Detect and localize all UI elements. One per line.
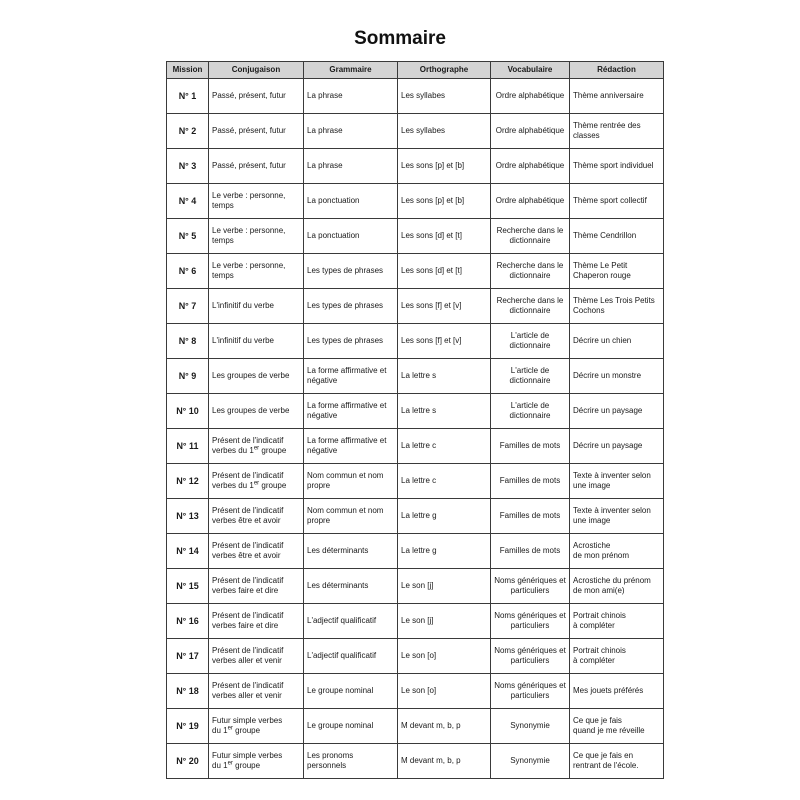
redaction-line-2: quand je me réveille (573, 726, 645, 735)
table-row (167, 674, 664, 709)
cell-conjugaison: Les groupes de verbe (209, 394, 304, 429)
cell-grammaire: La forme affirmative et négative (304, 429, 398, 464)
table-row (167, 359, 664, 394)
cell-vocabulaire: Noms génériques et particuliers (491, 604, 570, 639)
ordinal-superscript: er (227, 760, 233, 767)
cell-grammaire: Le groupe nominal (304, 709, 398, 744)
table-row (167, 499, 664, 534)
cell-grammaire: La ponctuation (304, 219, 398, 254)
redaction-line-2: de mon prénom (573, 551, 630, 560)
table-row (167, 534, 664, 569)
cell-grammaire: La ponctuation (304, 184, 398, 219)
cell-grammaire: La phrase (304, 79, 398, 114)
mission-number: N° 19 (167, 709, 209, 744)
cell-orthographe: Les sons [p] et [b] (398, 149, 491, 184)
cell-orthographe: Les syllabes (398, 114, 491, 149)
conjugaison-line-2: verbes du 1 (212, 446, 254, 455)
cell-redaction: Thème sport collectif (570, 184, 664, 219)
table-row (167, 464, 664, 499)
header-grammaire: Grammaire (304, 62, 398, 79)
cell-orthographe: Le son [o] (398, 639, 491, 674)
cell-conjugaison (209, 639, 304, 674)
summary-table (166, 61, 664, 779)
cell-orthographe: Le son [j] (398, 569, 491, 604)
cell-redaction: Décrire un monstre (570, 359, 664, 394)
conjugaison-line-1: Futur simple verbes (212, 751, 283, 760)
cell-vocabulaire: Recherche dans le dictionnaire (491, 254, 570, 289)
mission-number: N° 18 (167, 674, 209, 709)
cell-vocabulaire: L'article de dictionnaire (491, 324, 570, 359)
cell-redaction: Texte à inventer selon une image (570, 464, 664, 499)
header-conjugaison: Conjugaison (209, 62, 304, 79)
ordinal-superscript: er (253, 480, 260, 487)
table-row (167, 569, 664, 604)
table-row (167, 114, 664, 149)
cell-grammaire: Les pronoms personnels (304, 744, 398, 779)
table-row (167, 219, 664, 254)
redaction-line-1: Acrostiche (573, 541, 611, 550)
redaction-line-1: Ce que je fais en (573, 751, 634, 760)
ordinal-superscript: er (253, 445, 260, 452)
conjugaison-line-2: verbes être et avoir (212, 551, 281, 560)
cell-grammaire: La forme affirmative et négative (304, 394, 398, 429)
cell-conjugaison (209, 534, 304, 569)
mission-number: N° 16 (167, 604, 209, 639)
mission-number: N° 20 (167, 744, 209, 779)
cell-conjugaison (209, 464, 304, 499)
cell-grammaire: Les déterminants (304, 534, 398, 569)
mission-number: N° 9 (167, 359, 209, 394)
cell-orthographe: M devant m, b, p (398, 709, 491, 744)
cell-orthographe: Le son [j] (398, 604, 491, 639)
redaction-line-1: Portrait chinois (573, 646, 626, 655)
cell-conjugaison: Passé, présent, futur (209, 79, 304, 114)
cell-grammaire: La phrase (304, 114, 398, 149)
cell-vocabulaire: Familles de mots (491, 429, 570, 464)
cell-vocabulaire: Ordre alphabétique (491, 114, 570, 149)
cell-orthographe: Les sons [d] et [t] (398, 219, 491, 254)
conjugaison-line-2: verbes faire et dire (212, 621, 279, 630)
cell-redaction: Thème rentrée des classes (570, 114, 664, 149)
cell-redaction (570, 639, 664, 674)
table-row (167, 79, 664, 114)
cell-vocabulaire: Noms génériques et particuliers (491, 569, 570, 604)
mission-number: N° 1 (167, 79, 209, 114)
cell-grammaire: La forme affirmative et négative (304, 359, 398, 394)
cell-orthographe: La lettre s (398, 359, 491, 394)
redaction-line-2: à compléter (573, 656, 615, 665)
cell-grammaire: Les types de phrases (304, 324, 398, 359)
table-row (167, 184, 664, 219)
cell-grammaire: Nom commun et nom propre (304, 464, 398, 499)
cell-redaction: Thème Cendrillon (570, 219, 664, 254)
cell-conjugaison (209, 709, 304, 744)
conjugaison-line-1: Présent de l'indicatif (212, 576, 284, 585)
cell-vocabulaire: Noms génériques et particuliers (491, 674, 570, 709)
cell-vocabulaire: Noms génériques et particuliers (491, 639, 570, 674)
cell-redaction: Thème sport individuel (570, 149, 664, 184)
table-body (167, 79, 664, 779)
cell-orthographe: Les sons [f] et [v] (398, 324, 491, 359)
cell-orthographe: La lettre g (398, 534, 491, 569)
conjugaison-line-2: verbes du 1 (212, 481, 254, 490)
mission-number: N° 6 (167, 254, 209, 289)
table-row (167, 709, 664, 744)
table-row (167, 324, 664, 359)
conjugaison-line-1: Présent de l'indicatif (212, 611, 284, 620)
mission-number: N° 15 (167, 569, 209, 604)
cell-grammaire: Les types de phrases (304, 289, 398, 324)
conjugaison-line-2: verbes aller et venir (212, 691, 282, 700)
cell-conjugaison (209, 429, 304, 464)
cell-conjugaison (209, 569, 304, 604)
redaction-line-2: rentrant de l'école. (573, 761, 639, 770)
ordinal-superscript: er (227, 725, 233, 732)
cell-grammaire: Le groupe nominal (304, 674, 398, 709)
cell-redaction (570, 709, 664, 744)
table-header-row (167, 62, 664, 79)
mission-number: N° 14 (167, 534, 209, 569)
conjugaison-line-2-end: groupe (259, 446, 287, 455)
cell-orthographe: Le son [o] (398, 674, 491, 709)
cell-redaction (570, 604, 664, 639)
cell-conjugaison: Le verbe : personne, temps (209, 254, 304, 289)
page-title: Sommaire (354, 28, 446, 49)
conjugaison-line-2: du 1 (212, 761, 228, 770)
cell-redaction: Thème Le Petit Chaperon rouge (570, 254, 664, 289)
cell-conjugaison (209, 499, 304, 534)
mission-number: N° 13 (167, 499, 209, 534)
header-orthographe: Orthographe (398, 62, 491, 79)
cell-redaction: Décrire un paysage (570, 394, 664, 429)
cell-grammaire: Les déterminants (304, 569, 398, 604)
conjugaison-line-1: Présent de l'indicatif (212, 436, 284, 445)
conjugaison-line-1: Présent de l'indicatif (212, 541, 284, 550)
cell-vocabulaire: Recherche dans le dictionnaire (491, 289, 570, 324)
cell-orthographe: Les sons [f] et [v] (398, 289, 491, 324)
cell-conjugaison: Passé, présent, futur (209, 149, 304, 184)
header-mission: Mission (167, 62, 209, 79)
conjugaison-line-1: Présent de l'indicatif (212, 471, 284, 480)
mission-number: N° 2 (167, 114, 209, 149)
cell-vocabulaire: Familles de mots (491, 499, 570, 534)
mission-number: N° 7 (167, 289, 209, 324)
cell-vocabulaire: Familles de mots (491, 534, 570, 569)
cell-orthographe: La lettre c (398, 429, 491, 464)
mission-number: N° 3 (167, 149, 209, 184)
cell-orthographe: M devant m, b, p (398, 744, 491, 779)
header-redaction: Rédaction (570, 62, 664, 79)
conjugaison-line-2-end: groupe (259, 481, 287, 490)
cell-grammaire: L'adjectif qualificatif (304, 639, 398, 674)
cell-orthographe: La lettre c (398, 464, 491, 499)
cell-conjugaison (209, 744, 304, 779)
conjugaison-line-1: Futur simple verbes (212, 716, 283, 725)
cell-conjugaison (209, 674, 304, 709)
cell-conjugaison: L'infinitif du verbe (209, 289, 304, 324)
cell-orthographe: La lettre g (398, 499, 491, 534)
table-row (167, 429, 664, 464)
cell-conjugaison: Passé, présent, futur (209, 114, 304, 149)
conjugaison-line-2-end: groupe (232, 726, 261, 735)
cell-orthographe: Les sons [d] et [t] (398, 254, 491, 289)
mission-number: N° 11 (167, 429, 209, 464)
header-vocabulaire: Vocabulaire (491, 62, 570, 79)
conjugaison-line-1: Présent de l'indicatif (212, 646, 284, 655)
cell-conjugaison: Le verbe : personne, temps (209, 219, 304, 254)
cell-grammaire: Nom commun et nom propre (304, 499, 398, 534)
cell-redaction: Texte à inventer selon une image (570, 499, 664, 534)
cell-orthographe: Les syllabes (398, 79, 491, 114)
redaction-line-1: Ce que je fais (573, 716, 622, 725)
cell-vocabulaire: L'article de dictionnaire (491, 394, 570, 429)
cell-redaction: Thème anniversaire (570, 79, 664, 114)
cell-conjugaison: Les groupes de verbe (209, 359, 304, 394)
cell-vocabulaire: Ordre alphabétique (491, 79, 570, 114)
table-row (167, 394, 664, 429)
cell-redaction: Mes jouets préférés (570, 674, 664, 709)
cell-conjugaison (209, 604, 304, 639)
cell-vocabulaire: Synonymie (491, 744, 570, 779)
table-row (167, 639, 664, 674)
cell-conjugaison: Le verbe : personne, temps (209, 184, 304, 219)
mission-number: N° 8 (167, 324, 209, 359)
table-row (167, 744, 664, 779)
conjugaison-line-2: verbes être et avoir (212, 516, 281, 525)
conjugaison-line-2: verbes faire et dire (212, 586, 279, 595)
cell-grammaire: Les types de phrases (304, 254, 398, 289)
conjugaison-line-1: Présent de l'indicatif (212, 681, 284, 690)
conjugaison-line-2: verbes aller et venir (212, 656, 282, 665)
mission-number: N° 10 (167, 394, 209, 429)
table-row (167, 604, 664, 639)
table-row (167, 289, 664, 324)
cell-redaction (570, 534, 664, 569)
cell-redaction: Acrostiche du prénom de mon ami(e) (570, 569, 664, 604)
cell-vocabulaire: Familles de mots (491, 464, 570, 499)
cell-redaction: Thème Les Trois Petits Cochons (570, 289, 664, 324)
cell-redaction (570, 744, 664, 779)
cell-grammaire: L'adjectif qualificatif (304, 604, 398, 639)
table-row (167, 149, 664, 184)
cell-vocabulaire: L'article de dictionnaire (491, 359, 570, 394)
cell-vocabulaire: Ordre alphabétique (491, 184, 570, 219)
mission-number: N° 17 (167, 639, 209, 674)
conjugaison-line-2-end: groupe (232, 761, 261, 770)
cell-redaction: Décrire un chien (570, 324, 664, 359)
redaction-line-2: à compléter (573, 621, 615, 630)
mission-number: N° 4 (167, 184, 209, 219)
conjugaison-line-2: du 1 (212, 726, 228, 735)
redaction-line-1: Portrait chinois (573, 611, 626, 620)
mission-number: N° 5 (167, 219, 209, 254)
cell-conjugaison: L'infinitif du verbe (209, 324, 304, 359)
cell-vocabulaire: Synonymie (491, 709, 570, 744)
cell-vocabulaire: Ordre alphabétique (491, 149, 570, 184)
cell-redaction: Décrire un paysage (570, 429, 664, 464)
cell-vocabulaire: Recherche dans le dictionnaire (491, 219, 570, 254)
cell-orthographe: La lettre s (398, 394, 491, 429)
table-row (167, 254, 664, 289)
mission-number: N° 12 (167, 464, 209, 499)
cell-orthographe: Les sons [p] et [b] (398, 184, 491, 219)
conjugaison-line-1: Présent de l'indicatif (212, 506, 284, 515)
cell-grammaire: La phrase (304, 149, 398, 184)
